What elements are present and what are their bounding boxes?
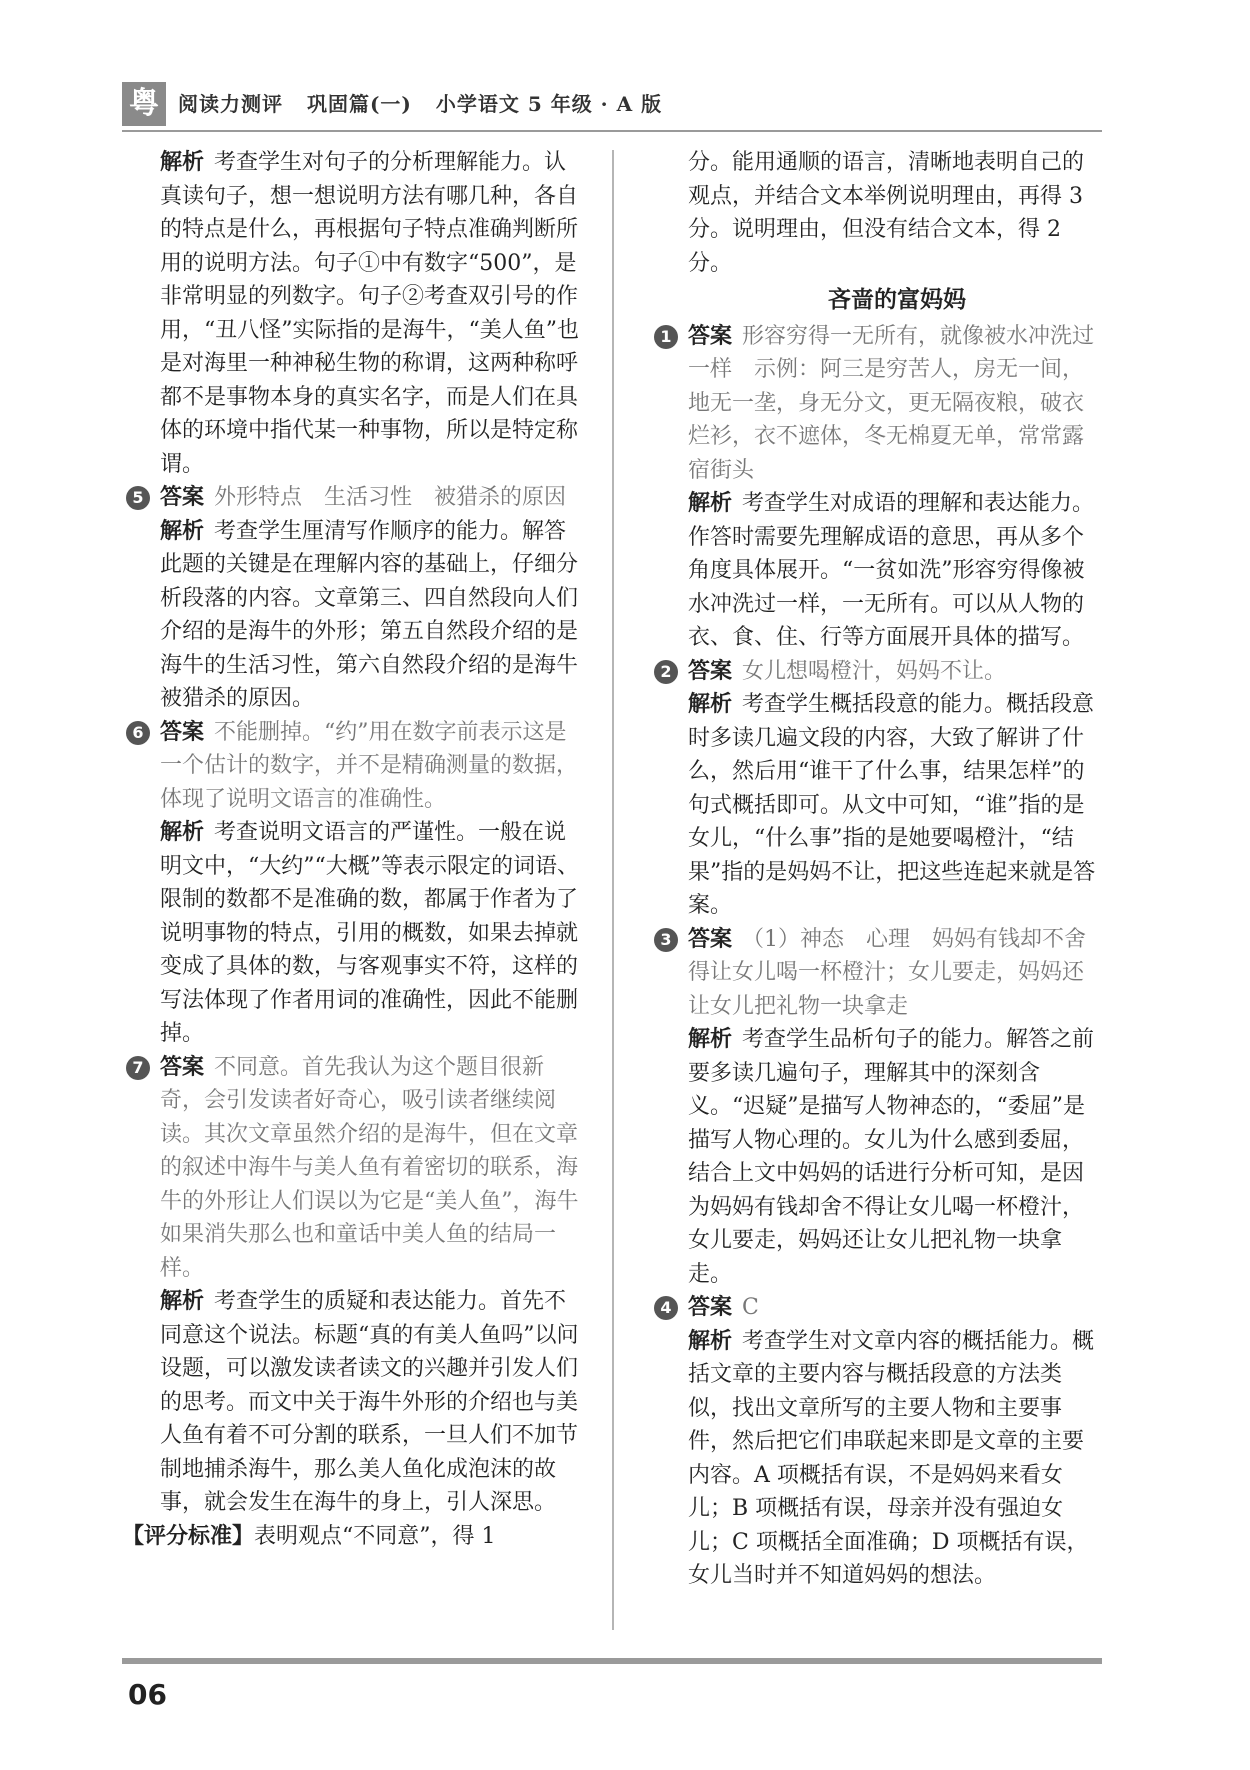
analysis — [688, 688, 1104, 923]
analysis — [160, 816, 584, 1051]
right-column — [650, 146, 1104, 1593]
question-number: 3 — [654, 928, 678, 952]
grade-name: 小学语文 5 年级 · A 版 — [435, 92, 663, 116]
question-number: 1 — [654, 325, 678, 349]
header-divider — [122, 130, 1102, 132]
question-number: 7 — [126, 1056, 150, 1080]
analysis-label: 解析 — [160, 1289, 205, 1314]
answer — [160, 716, 584, 817]
question-2 — [650, 655, 1104, 923]
question-number: 4 — [654, 1296, 678, 1320]
question-7 — [122, 1051, 584, 1520]
answer — [160, 481, 584, 515]
analysis-text: 考查说明文语言的严谨性。一般在说明文中，“大约”“大概”等表示限定的词语、限制的数都不是准确的数，都属于作者为了说明事物的特点，引用的概数，如果去掉就变成了具体的数，与客观事实不符，这样的写法体现了作者用词的准确性，因此不能删掉。 — [160, 820, 579, 1046]
page-header — [122, 82, 1102, 132]
answer-label: 答案 — [160, 485, 205, 510]
analysis-text: 考查学生对句子的分析理解能力。认真读句子，想一想说明方法有哪几种，各自的特点是什么，再根据句子特点准确判断所用的说明方法。句子①中有数字“500”，是非常明显的列数字。句子②考查双引号的作用，“丑八怪”实际指的是海牛，“美人鱼”也是对海里一种神秘生物的称谓，这两种称呼都不是事物本身的真实名字，而是人们在具体的环境中指代某一种事物，所以是特定称谓。 — [160, 150, 579, 477]
analysis-label: 解析 — [688, 491, 733, 516]
analysis-text: 考查学生对成语的理解和表达能力。作答时需要先理解成语的意思，再从多个角度具体展开。“一贫如洗”形容穷得像被水冲洗过一样，一无所有。可以从人物的衣、食、住、行等方面展开具体的描写。 — [688, 491, 1095, 650]
series-name: 阅读力测评 — [178, 92, 283, 116]
answer-label: 答案 — [688, 323, 733, 349]
analysis-label: 解析 — [160, 150, 205, 175]
answer — [688, 320, 1104, 488]
analysis — [688, 1023, 1104, 1291]
analysis-label: 解析 — [688, 1328, 733, 1354]
item-4-analysis — [122, 146, 584, 481]
volume-name: 巩固篇(一) — [306, 92, 412, 116]
question-6 — [122, 716, 584, 1051]
analysis-label: 解析 — [688, 692, 733, 717]
analysis-label: 解析 — [160, 820, 205, 845]
question-5 — [122, 481, 584, 716]
analysis-text: 考查学生品析句子的能力。解答之前要多读几遍句子，理解其中的深刻含义。“迟疑”是描写人物神态的，“委屈”是描写人物心理的。女儿为什么感到委屈，结合上文中妈妈的话进行分析可知，是因为妈妈有钱却舍不得让女儿喝一杯橙汁，女儿要走，妈妈还让女儿把礼物一块拿走。 — [688, 1027, 1095, 1287]
answer — [688, 655, 1104, 689]
answer — [688, 1291, 1104, 1325]
question-number: 6 — [126, 721, 150, 745]
page-number: 06 — [128, 1678, 167, 1711]
column-divider — [612, 150, 614, 1630]
analysis-label: 解析 — [688, 1027, 733, 1052]
answer-text: （1）神态 心理 妈妈有钱却不舍得让女儿喝一杯橙汁；女儿要走，妈妈还让女儿把礼物一块拿走 — [688, 926, 1087, 1019]
analysis-text: 考查学生的质疑和表达能力。首先不同意这个说法。标题“真的有美人鱼吗”以问设题，可以激发读者读文的兴趣并引发人们的思考。而文中关于海牛外形的介绍也与美人鱼有着不可分割的联系，一旦人们不加节制地捕杀海牛，那么美人鱼化成泡沫的故事，就会发生在海牛的身上，引人深思。 — [160, 1289, 579, 1515]
scoring-text: 表明观点“不同意”，得 1 — [254, 1523, 496, 1549]
section-title: 吝啬的富妈妈 — [828, 287, 966, 313]
question-3 — [650, 923, 1104, 1292]
analysis — [688, 1325, 1104, 1593]
answer-label: 答案 — [688, 1295, 733, 1320]
answer-text: 形容穷得一无所有，就像被水冲洗过一样 示例：阿三是穷苦人，房无一间，地无一垄，身无分文，更无隔夜粮，破衣烂衫，衣不遮体，冬无棉夏无单，常常露宿街头 — [688, 323, 1095, 483]
answer-text: 女儿想喝橙汁，妈妈不让。 — [742, 658, 1007, 684]
analysis-text: 考查学生对文章内容的概括能力。概括文章的主要内容与概括段意的方法类似，找出文章所写的主要人物和主要事件，然后把它们串联起来即是文章的主要内容。A 项概括有误，不是妈妈来看女儿；B 项概括有误，母亲并没有强迫女儿；C 项概括全面准确；D 项概括有误，女儿当时并不知道妈妈的想法。 — [688, 1328, 1095, 1588]
scoring-label: 【评分标准】 — [122, 1522, 255, 1549]
analysis-label: 解析 — [160, 518, 205, 544]
answer-text: C — [742, 1295, 759, 1320]
question-number: 2 — [654, 660, 678, 684]
analysis — [688, 487, 1104, 655]
answer — [688, 923, 1104, 1024]
answer-text: 不同意。首先我认为这个题目很新奇，会引发读者好奇心，吸引读者继续阅读。其次文章虽然介绍的是海牛，但在文章的叙述中海牛与美人鱼有着密切的联系，海牛的外形让人们误以为它是“美人鱼”，海牛如果消失那么也和童话中美人鱼的结局一样。 — [160, 1054, 579, 1281]
answer-text: 不能删掉。“约”用在数字前表示这是一个估计的数字，并不是精确测量的数据，体现了说明文语言的准确性。 — [160, 719, 579, 812]
scoring-criteria — [122, 1520, 584, 1554]
scoring-continuation: 分。能用通顺的语言，清晰地表明自己的观点，并结合文本举例说明理由，再得 3 分。说明理由，但没有结合文本，得 2 分。 — [688, 150, 1085, 276]
left-column — [122, 146, 584, 1553]
answer-label: 答案 — [688, 926, 733, 952]
region-logo: 粤 — [122, 82, 166, 126]
header-title — [178, 88, 678, 117]
answer-label: 答案 — [160, 1054, 205, 1080]
analysis — [160, 515, 584, 716]
analysis-text: 考查学生厘清写作顺序的能力。解答此题的关键是在理解内容的基础上，仔细分析段落的内容。文章第三、四自然段向人们介绍的是海牛的外形；第五自然段介绍的是海牛的生活习性，第六自然段介绍的是海牛被猎杀的原因。 — [160, 518, 579, 711]
answer-text: 外形特点 生活习性 被猎杀的原因 — [214, 485, 567, 510]
analysis — [160, 1285, 584, 1520]
analysis-text: 考查学生概括段意的能力。概括段意时多读几遍文段的内容，大致了解讲了什么，然后用“谁干了什么事，结果怎样”的句式概括即可。从文中可知，“谁”指的是女儿，“什么事”指的是她要喝橙汁，“结果”指的是妈妈不让，把这些连起来就是答案。 — [688, 692, 1096, 918]
answer-label: 答案 — [160, 719, 205, 745]
question-1 — [650, 320, 1104, 655]
question-number: 5 — [126, 486, 150, 510]
answer-label: 答案 — [688, 658, 733, 684]
question-4 — [650, 1291, 1104, 1593]
answer — [160, 1051, 584, 1286]
footer-divider — [122, 1658, 1102, 1664]
